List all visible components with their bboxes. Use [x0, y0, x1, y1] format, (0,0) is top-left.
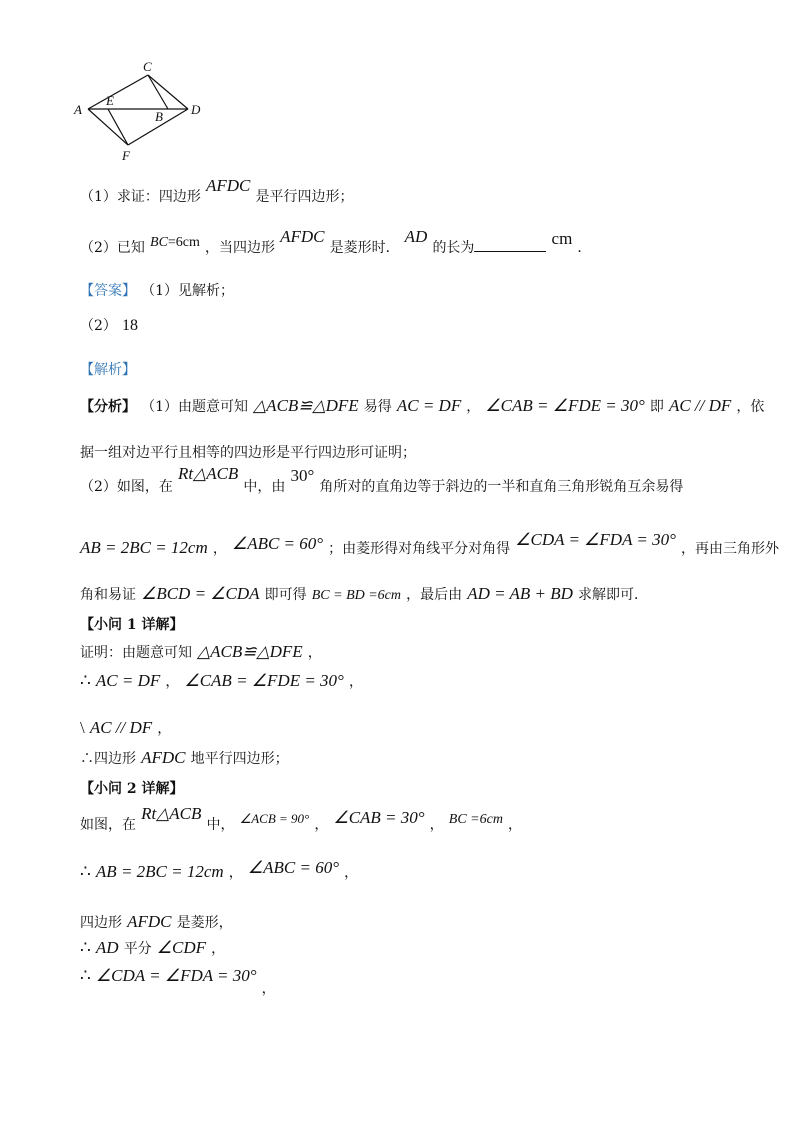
fenxi-eq: ∠CDA = ∠FDA = 30°: [515, 530, 676, 549]
xiao2-quad: AFDC: [127, 912, 172, 931]
fenxi-eq: ∠BCD = ∠CDA: [141, 584, 260, 603]
q2-ad: AD: [404, 227, 428, 246]
label-b: B: [155, 109, 163, 124]
xiao1-line-2: [80, 671, 363, 691]
xiao2-eq: ∠CDA = ∠FDA = 30°: [95, 966, 257, 985]
fenxi-eq: ∠CAB = ∠FDE = 30°: [485, 396, 645, 415]
xiao2-rt: Rt△ACB: [141, 804, 202, 823]
fenxi-eq: ∠ABC = 60°: [231, 534, 324, 553]
q2-text: 的长为: [432, 240, 475, 256]
xiao2-text: ，: [508, 817, 523, 833]
label-d: D: [191, 102, 201, 117]
fenxi-text: 即: [649, 399, 664, 415]
xiao2-line-4: [80, 938, 225, 958]
xiao2-line-5: [80, 966, 276, 997]
xiao1-symbol: \: [80, 718, 85, 737]
xiao2-line-2: [80, 858, 359, 882]
answer-2-value: 18: [122, 317, 139, 334]
geometry-figure: [68, 58, 218, 166]
fenxi-30: 30°: [290, 466, 315, 485]
xiao2-text: ，: [261, 981, 276, 997]
xiao2-eq: ∠ACB = 90°: [239, 811, 310, 826]
therefore-symbol: ∴: [80, 671, 91, 690]
xiao2-text: 如图，在: [80, 817, 136, 833]
xiao2-eq: ∠ABC = 60°: [247, 858, 339, 877]
xiao2-line-1: [80, 804, 523, 834]
xiao1-congruence: △ACB≌△DFE: [197, 642, 303, 661]
q2-text: （2）已知: [80, 240, 145, 256]
answer-line-1: [80, 280, 234, 300]
fenxi-text: 中，由: [243, 479, 286, 495]
fenxi-text: ；由菱形得对角线平分对角得: [328, 541, 511, 557]
xiao1-line-4: [80, 748, 289, 768]
fenxi-tag: 【分析】: [80, 399, 136, 415]
xiao2-eq: AB = 2BC = 12cm: [95, 862, 224, 881]
xiao2-text: ，: [344, 865, 359, 881]
xiao2-text: ，: [429, 817, 444, 833]
q2-quad: AFDC: [280, 227, 325, 246]
xiao2-line-3: [80, 912, 233, 932]
xiao1-quad: AFDC: [141, 748, 186, 767]
fenxi-line-5: [80, 584, 648, 604]
q2-bc-value: =6cm: [167, 235, 200, 250]
fenxi-text: ，再由三角形外: [681, 541, 780, 557]
label-a: A: [74, 102, 82, 117]
fenxi-text: 角和易证: [80, 587, 136, 603]
q1-suffix: 是平行四边形；: [255, 189, 354, 205]
xiao1-text: ，: [307, 645, 322, 661]
answer-blank: [474, 237, 546, 252]
fenxi-eq: AC // DF: [668, 396, 732, 415]
fenxi-text: ，: [466, 399, 481, 415]
question-1: [80, 176, 354, 206]
fenxi-text: 即可得: [264, 587, 307, 603]
xiao1-text: ∴四边形: [80, 751, 136, 767]
answer-1: （1）见解析；: [141, 283, 235, 299]
q2-unit: cm: [551, 229, 573, 248]
xiao2-text: 平分: [123, 941, 152, 957]
q2-text: ，当四边形: [205, 240, 275, 256]
fenxi-eq: BC = BD =6cm: [311, 588, 402, 603]
answer-tag: 【答案】: [80, 283, 136, 299]
xiao1-eq: AC // DF: [89, 718, 153, 737]
fenxi-text: （1）由题意可知: [141, 399, 249, 415]
answer-line-2: [80, 315, 138, 335]
xiao1-text: 地平行四边形；: [190, 751, 289, 767]
label-c: C: [143, 59, 152, 74]
fenxi-eq: AB = 2BC = 12cm: [80, 538, 208, 557]
xiao2-text: ，: [228, 865, 243, 881]
fenxi-text: （2）如图，在: [80, 479, 173, 495]
label-f: F: [122, 148, 130, 163]
fenxi-line-4: [80, 530, 780, 558]
fenxi-line-3: [80, 464, 684, 496]
q1-quad: AFDC: [206, 176, 251, 195]
xiao2-tag: 【小问 2 详解】: [80, 781, 184, 797]
xiao2-text: ，: [314, 817, 329, 833]
fenxi-text: 角所对的直角边等于斜边的一半和直角三角形锐角互余易得: [319, 479, 684, 495]
fenxi-eq: AC = DF: [396, 396, 462, 415]
xiao1-text: 证明：由题意可知: [80, 645, 192, 661]
q2-text: ．: [577, 240, 592, 256]
xiao1-tag: 【小问 1 详解】: [80, 617, 184, 633]
q2-bc: BC: [150, 235, 168, 250]
answer-2-prefix: （2）: [80, 318, 117, 334]
analysis-tag: 【解析】: [80, 362, 136, 378]
fenxi-text: ，: [212, 541, 227, 557]
therefore-symbol: ∴: [80, 966, 91, 985]
xiao2-eq: BC =6cm: [448, 812, 503, 827]
therefore-symbol: ∴: [80, 862, 91, 881]
xiao2-ad: AD: [95, 938, 119, 957]
xiao1-text: ，: [165, 674, 180, 690]
xiao1-line-1: [80, 642, 322, 662]
fenxi-text: 易得: [363, 399, 392, 415]
xiao2-eq: ∠CAB = 30°: [333, 808, 425, 827]
q1-prefix: （1）求证：四边形: [80, 189, 201, 205]
xiao1-line-3: [80, 718, 171, 738]
xiao1-eq: ∠CAB = ∠FDE = 30°: [184, 671, 344, 690]
fenxi-text: ，依: [736, 399, 765, 415]
q2-text: 是菱形时．: [329, 240, 400, 256]
xiao1-text: ，: [157, 721, 172, 737]
label-e: E: [106, 93, 114, 108]
fenxi-text: 求解即可．: [578, 587, 649, 603]
therefore-symbol: ∴: [80, 938, 91, 957]
xiao2-angle: ∠CDF: [156, 938, 207, 957]
xiao2-text: 中，: [206, 817, 235, 833]
fenxi-text: ，最后由: [406, 587, 463, 603]
fenxi-line-2: 据一组对边平行且相等的四边形是平行四边形可证明；: [80, 445, 416, 461]
xiao2-text: ，: [211, 941, 226, 957]
fenxi-eq: AD = AB + BD: [467, 584, 573, 603]
fenxi-congruence: △ACB≌△DFE: [253, 396, 359, 415]
xiao1-text: ，: [348, 674, 363, 690]
xiao2-text: 是菱形，: [176, 915, 233, 931]
fenxi-line-1: [80, 396, 764, 416]
fenxi-rt: Rt△ACB: [178, 464, 239, 483]
xiao1-eq: AC = DF: [95, 671, 161, 690]
xiao2-text: 四边形: [80, 915, 122, 931]
question-2: [80, 227, 592, 257]
